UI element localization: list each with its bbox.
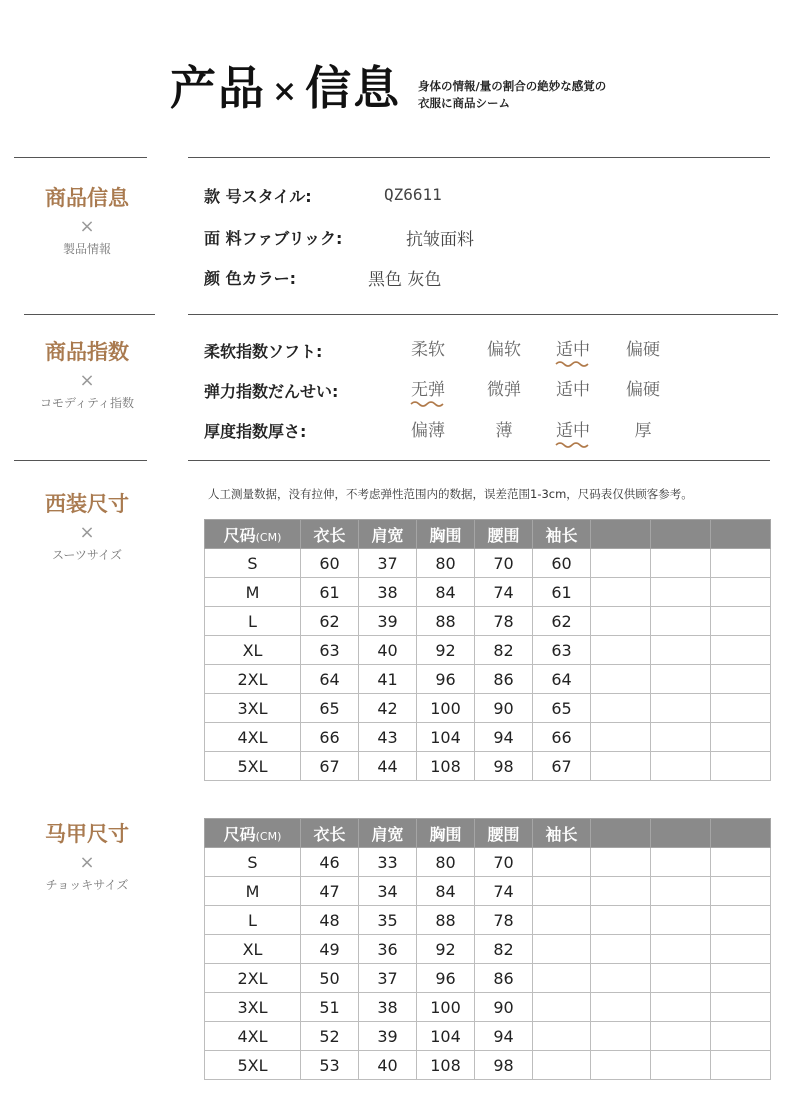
index-option-label: 柔软 bbox=[411, 340, 445, 360]
table-cell: 63 bbox=[301, 636, 359, 665]
table-cell: 80 bbox=[417, 848, 475, 877]
style-value: QZ6611 bbox=[384, 185, 442, 204]
header-cell: 衣长 bbox=[301, 520, 359, 549]
table-cell-empty bbox=[591, 636, 651, 665]
thickness-label: 厚度指数厚さ: bbox=[204, 422, 307, 441]
table-cell-empty bbox=[651, 935, 711, 964]
table-cell-empty bbox=[711, 993, 771, 1022]
table-cell-empty bbox=[711, 752, 771, 781]
divider bbox=[14, 460, 147, 461]
table-cell: 39 bbox=[359, 1022, 417, 1051]
table-cell: L bbox=[205, 607, 301, 636]
style-label: 款 号スタイル: bbox=[204, 187, 312, 206]
table-cell: 44 bbox=[359, 752, 417, 781]
table-cell: 61 bbox=[301, 578, 359, 607]
table-row bbox=[205, 993, 771, 1022]
table-cell: 90 bbox=[475, 993, 533, 1022]
header-cell-empty bbox=[591, 819, 651, 848]
table-row bbox=[205, 964, 771, 993]
table-row bbox=[205, 578, 771, 607]
table-row bbox=[205, 636, 771, 665]
index-option-label: 偏硬 bbox=[626, 380, 660, 400]
table-cell: 53 bbox=[301, 1051, 359, 1080]
header-cell: 胸围 bbox=[417, 819, 475, 848]
index-option-label: 厚 bbox=[634, 421, 652, 441]
table-cell: 90 bbox=[475, 694, 533, 723]
selected-wave-icon bbox=[543, 441, 603, 449]
table-cell: 67 bbox=[533, 752, 591, 781]
header-cell: 肩宽 bbox=[359, 819, 417, 848]
table-cell: XL bbox=[205, 935, 301, 964]
table-cell-empty bbox=[711, 906, 771, 935]
index-option bbox=[398, 375, 458, 408]
header-cell-empty bbox=[651, 520, 711, 549]
table-cell: 40 bbox=[359, 636, 417, 665]
table-cell-empty bbox=[711, 964, 771, 993]
header-cell: 袖长 bbox=[533, 520, 591, 549]
table-cell: 84 bbox=[417, 877, 475, 906]
table-cell: 34 bbox=[359, 877, 417, 906]
table-cell: 70 bbox=[475, 549, 533, 578]
table-cell: 2XL bbox=[205, 665, 301, 694]
table-row bbox=[205, 1022, 771, 1051]
table-cell-empty bbox=[651, 1022, 711, 1051]
table-cell: 94 bbox=[475, 1022, 533, 1051]
table-cell: 43 bbox=[359, 723, 417, 752]
table-cell: S bbox=[205, 549, 301, 578]
table-cell-empty bbox=[591, 752, 651, 781]
table-cell-empty bbox=[591, 694, 651, 723]
table-cell-empty bbox=[711, 1022, 771, 1051]
table-cell: 78 bbox=[475, 906, 533, 935]
table-cell bbox=[533, 1051, 591, 1080]
table-cell: XL bbox=[205, 636, 301, 665]
section-suit-size bbox=[20, 488, 154, 563]
table-cell-empty bbox=[591, 935, 651, 964]
table-cell: 108 bbox=[417, 752, 475, 781]
table-cell-empty bbox=[711, 549, 771, 578]
table-cell: 46 bbox=[301, 848, 359, 877]
index-option bbox=[474, 335, 534, 360]
table-row bbox=[205, 607, 771, 636]
table-cell: 66 bbox=[301, 723, 359, 752]
softness-label: 柔软指数ソフト: bbox=[204, 342, 323, 361]
table-cell: 92 bbox=[417, 636, 475, 665]
section-product-index bbox=[20, 336, 154, 411]
table-cell: 64 bbox=[301, 665, 359, 694]
table-cell-empty bbox=[711, 607, 771, 636]
table-cell: 50 bbox=[301, 964, 359, 993]
section-title: 商品指数 bbox=[45, 340, 129, 364]
table-cell: 66 bbox=[533, 723, 591, 752]
page-title: 产品 × 信息 bbox=[170, 61, 402, 115]
table-cell: 3XL bbox=[205, 993, 301, 1022]
table-row bbox=[205, 935, 771, 964]
table-cell: 65 bbox=[301, 694, 359, 723]
table-cell-empty bbox=[591, 993, 651, 1022]
table-cell: 104 bbox=[417, 723, 475, 752]
table-row bbox=[205, 665, 771, 694]
section-vest-size bbox=[20, 818, 154, 893]
table-cell-empty bbox=[711, 723, 771, 752]
table-cell: 74 bbox=[475, 578, 533, 607]
table-cell-empty bbox=[651, 1051, 711, 1080]
table-cell: M bbox=[205, 877, 301, 906]
table-cell: 86 bbox=[475, 665, 533, 694]
table-cell: 94 bbox=[475, 723, 533, 752]
index-option bbox=[474, 375, 534, 400]
table-cell-empty bbox=[591, 964, 651, 993]
table-cell: 86 bbox=[475, 964, 533, 993]
header-cell: 腰围 bbox=[475, 520, 533, 549]
table-cell-empty bbox=[651, 964, 711, 993]
table-cell: 63 bbox=[533, 636, 591, 665]
table-cell: 70 bbox=[475, 848, 533, 877]
table-header-row bbox=[205, 819, 771, 848]
table-cell: 67 bbox=[301, 752, 359, 781]
table-cell: 100 bbox=[417, 694, 475, 723]
table-cell-empty bbox=[651, 636, 711, 665]
section-subtitle: 製品情報 bbox=[62, 242, 111, 256]
table-header-row bbox=[205, 520, 771, 549]
section-title: 马甲尺寸 bbox=[45, 822, 129, 846]
table-row bbox=[205, 723, 771, 752]
index-option-label: 适中 bbox=[556, 421, 590, 441]
table-cell bbox=[533, 848, 591, 877]
table-cell-empty bbox=[591, 723, 651, 752]
index-option-label: 薄 bbox=[495, 421, 513, 441]
index-option bbox=[613, 335, 673, 360]
table-cell-empty bbox=[591, 1022, 651, 1051]
table-cell: 104 bbox=[417, 1022, 475, 1051]
index-option-label: 偏硬 bbox=[626, 340, 660, 360]
table-cell-empty bbox=[651, 906, 711, 935]
table-cell: 4XL bbox=[205, 1022, 301, 1051]
table-cell: L bbox=[205, 906, 301, 935]
header-cell-size: 尺码(CM) bbox=[205, 520, 301, 549]
table-cell-empty bbox=[651, 694, 711, 723]
table-cell-empty bbox=[711, 665, 771, 694]
table-cell: 62 bbox=[533, 607, 591, 636]
table-cell: 39 bbox=[359, 607, 417, 636]
table-cell-empty bbox=[651, 877, 711, 906]
table-cell: 33 bbox=[359, 848, 417, 877]
table-cell-empty bbox=[651, 723, 711, 752]
table-cell: 4XL bbox=[205, 723, 301, 752]
table-cell: 60 bbox=[301, 549, 359, 578]
cross-icon: × bbox=[79, 216, 95, 237]
index-option bbox=[613, 375, 673, 400]
table-row bbox=[205, 694, 771, 723]
header-cell: 肩宽 bbox=[359, 520, 417, 549]
section-title: 西装尺寸 bbox=[45, 492, 129, 516]
color-label: 颜 色カラー: bbox=[204, 269, 296, 288]
selected-wave-icon bbox=[398, 400, 458, 408]
fabric-label: 面 料ファブリック: bbox=[204, 229, 343, 248]
divider bbox=[188, 460, 770, 461]
table-cell: M bbox=[205, 578, 301, 607]
table-cell: 92 bbox=[417, 935, 475, 964]
table-cell: 98 bbox=[475, 1051, 533, 1080]
table-row bbox=[205, 1051, 771, 1080]
table-cell: 65 bbox=[533, 694, 591, 723]
index-option bbox=[543, 375, 603, 400]
table-cell: 37 bbox=[359, 964, 417, 993]
header-cell: 衣长 bbox=[301, 819, 359, 848]
table-cell: 80 bbox=[417, 549, 475, 578]
table-cell: 51 bbox=[301, 993, 359, 1022]
index-option bbox=[543, 416, 603, 449]
index-option-label: 适中 bbox=[556, 340, 590, 360]
table-cell: 36 bbox=[359, 935, 417, 964]
cross-icon: × bbox=[79, 852, 95, 873]
table-cell: 38 bbox=[359, 578, 417, 607]
index-option bbox=[398, 335, 458, 360]
table-cell: 62 bbox=[301, 607, 359, 636]
table-cell bbox=[533, 1022, 591, 1051]
divider bbox=[188, 157, 770, 158]
cross-icon: × bbox=[79, 522, 95, 543]
divider bbox=[188, 314, 778, 315]
table-cell: 47 bbox=[301, 877, 359, 906]
section-subtitle: コモディティ指数 bbox=[39, 396, 135, 410]
table-cell: 42 bbox=[359, 694, 417, 723]
header-cell-empty bbox=[651, 819, 711, 848]
table-cell: 49 bbox=[301, 935, 359, 964]
section-subtitle: スーツサイズ bbox=[52, 548, 122, 562]
color-value: 黑色 灰色 bbox=[368, 270, 442, 290]
table-cell-empty bbox=[591, 578, 651, 607]
section-subtitle: チョッキサイズ bbox=[45, 878, 129, 892]
table-cell: 82 bbox=[475, 636, 533, 665]
table-cell: 98 bbox=[475, 752, 533, 781]
table-cell-empty bbox=[711, 1051, 771, 1080]
selected-wave-icon bbox=[543, 360, 603, 368]
table-cell: 108 bbox=[417, 1051, 475, 1080]
table-cell: 82 bbox=[475, 935, 533, 964]
table-cell: 38 bbox=[359, 993, 417, 1022]
index-option bbox=[543, 335, 603, 368]
header-cell-empty bbox=[711, 819, 771, 848]
table-cell: 61 bbox=[533, 578, 591, 607]
table-cell: 100 bbox=[417, 993, 475, 1022]
table-cell: 48 bbox=[301, 906, 359, 935]
table-row bbox=[205, 752, 771, 781]
divider bbox=[24, 314, 155, 315]
table-cell-empty bbox=[591, 906, 651, 935]
table-cell: 74 bbox=[475, 877, 533, 906]
index-option-label: 无弹 bbox=[411, 380, 445, 400]
table-cell-empty bbox=[651, 848, 711, 877]
table-cell-empty bbox=[711, 848, 771, 877]
index-option bbox=[613, 416, 673, 441]
header-cell-size: 尺码(CM) bbox=[205, 819, 301, 848]
table-cell bbox=[533, 877, 591, 906]
table-cell: 88 bbox=[417, 607, 475, 636]
index-option-label: 微弹 bbox=[487, 380, 521, 400]
table-cell bbox=[533, 993, 591, 1022]
index-option-label: 适中 bbox=[556, 380, 590, 400]
table-cell-empty bbox=[591, 1051, 651, 1080]
table-cell: 40 bbox=[359, 1051, 417, 1080]
header-cell-empty bbox=[711, 520, 771, 549]
table-cell: 5XL bbox=[205, 1051, 301, 1080]
table-cell-empty bbox=[651, 578, 711, 607]
table-cell bbox=[533, 964, 591, 993]
table-cell bbox=[533, 935, 591, 964]
table-cell: 84 bbox=[417, 578, 475, 607]
table-cell: 64 bbox=[533, 665, 591, 694]
table-cell: 96 bbox=[417, 665, 475, 694]
table-cell: 78 bbox=[475, 607, 533, 636]
table-cell-empty bbox=[651, 607, 711, 636]
table-cell-empty bbox=[711, 935, 771, 964]
table-cell: 3XL bbox=[205, 694, 301, 723]
index-option bbox=[474, 416, 534, 441]
header-cell: 袖长 bbox=[533, 819, 591, 848]
table-cell-empty bbox=[711, 636, 771, 665]
table-cell: 52 bbox=[301, 1022, 359, 1051]
table-cell-empty bbox=[711, 877, 771, 906]
elasticity-label: 弹力指数だんせい: bbox=[204, 382, 339, 401]
table-cell: 60 bbox=[533, 549, 591, 578]
table-cell: 5XL bbox=[205, 752, 301, 781]
table-cell-empty bbox=[711, 694, 771, 723]
table-cell: 96 bbox=[417, 964, 475, 993]
measurement-note: 人工测量数据，没有拉伸，不考虑弹性范围内的数据，误差范围1-3cm，尺码表仅供顾客参考。 bbox=[208, 487, 693, 501]
header-cell-empty bbox=[591, 520, 651, 549]
table-cell-empty bbox=[591, 877, 651, 906]
table-row bbox=[205, 549, 771, 578]
table-cell-empty bbox=[651, 665, 711, 694]
table-cell-empty bbox=[651, 549, 711, 578]
header-cell: 腰围 bbox=[475, 819, 533, 848]
table-cell: 35 bbox=[359, 906, 417, 935]
table-row bbox=[205, 848, 771, 877]
table-row bbox=[205, 877, 771, 906]
table-cell: 37 bbox=[359, 549, 417, 578]
vest-size-table bbox=[204, 818, 771, 1080]
table-cell-empty bbox=[651, 993, 711, 1022]
table-cell-empty bbox=[711, 578, 771, 607]
header-cell: 胸围 bbox=[417, 520, 475, 549]
index-option-label: 偏薄 bbox=[411, 421, 445, 441]
table-cell-empty bbox=[591, 549, 651, 578]
table-cell: 41 bbox=[359, 665, 417, 694]
table-cell-empty bbox=[591, 665, 651, 694]
table-cell bbox=[533, 906, 591, 935]
index-option-label: 偏软 bbox=[487, 340, 521, 360]
table-cell: S bbox=[205, 848, 301, 877]
suit-size-table bbox=[204, 519, 771, 781]
section-title: 商品信息 bbox=[45, 186, 129, 210]
table-cell: 88 bbox=[417, 906, 475, 935]
fabric-value: 抗皱面料 bbox=[406, 230, 474, 250]
divider bbox=[14, 157, 147, 158]
table-cell-empty bbox=[591, 607, 651, 636]
table-row bbox=[205, 906, 771, 935]
table-cell-empty bbox=[591, 848, 651, 877]
table-cell-empty bbox=[651, 752, 711, 781]
table-cell: 2XL bbox=[205, 964, 301, 993]
cross-icon: × bbox=[79, 370, 95, 391]
index-option bbox=[398, 416, 458, 441]
page-subtitle: 身体の情報/量の割合の絶妙な感覚の 衣服に商品シーム bbox=[418, 79, 607, 110]
section-product-info bbox=[20, 182, 154, 257]
